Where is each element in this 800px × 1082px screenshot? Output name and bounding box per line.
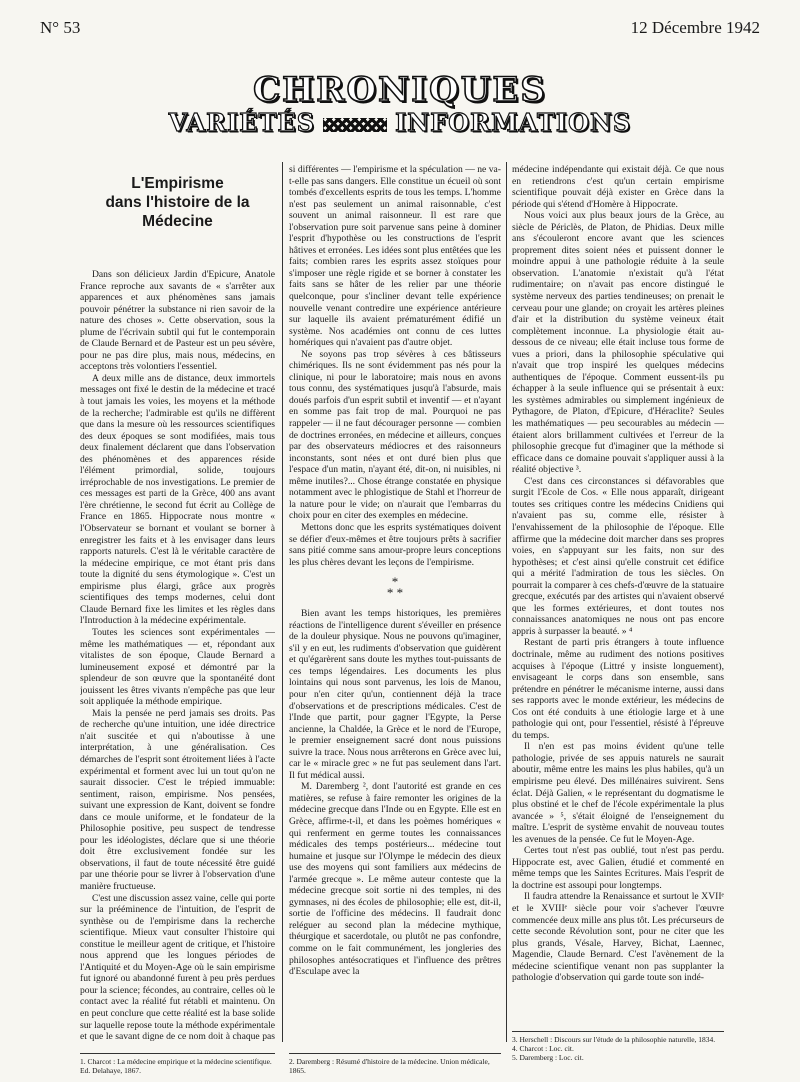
column-1 xyxy=(80,164,275,1044)
paragraph: Il n'en est pas moins évident qu'une telle pathologie, privée de ses appuis naturels ne saurait aboutir, même entre les mains les plus habiles, qu'à un empirisme peu élevé. Des millénaires suivirent. Sens éclat. Déjà Galien, « le représentant du dogmatisme le plus obstiné et le chef de l'école expérimentale la plus avancée » ⁵, s'était éloigné de l'enseignement du maître. L'esprit de système envahit de nouveau toutes les avenues de la pensée. Ce fut le Moyen-Age. xyxy=(512,741,724,845)
paragraph: Restant de parti pris étrangers à toute influence doctrinale, même au rudiment des notions positives acquises à l'époque (Littré y insiste longuement), envisageant le corps dans son ensemble, sans prétendre en pénétrer le mécanisme interne, aussi dans ses rapports avec le monde extérieur, les médecins de Cos ont été conduits à une étiologie large et à une pathologie qui ont, pour l'essentiel, résisté à l'épreuve du temps. xyxy=(512,637,724,741)
page-header xyxy=(40,18,760,42)
banner-varietes: VARIÉTÉS xyxy=(168,108,316,137)
footnote xyxy=(80,1053,275,1075)
paragraph: Mais la pensée ne perd jamais ses droits. Pas de recherche qu'une intuition, une idée directrice n'ait suscitée et qui n'aboutisse à une interprétation, à une généralisation. Ces démarches de l'esprit sont étroitement liées à l'acte expérimental et forment avec lui un tout qu'on ne saurait dissocier. C'est le trépied immuable: sentiment, raison, empirisme. Nos pensées, suivant une expression de Kant, doivent se fondre dans ce moule uniforme, et le fondateur de la Philosophie positive, peu suspect de tendresse pour les idéologistes, déclare que si une théorie doit être exclusivement fondée sur les observations, il faut de toute nécessité être guidé par une théorie pour se livrer à l'observation d'une manière fructueuse. xyxy=(80,707,275,892)
paragraph: Mettons donc que les esprits systématiques doivent se défier d'eux-mêmes et être toujours prêts à sacrifier sans pitié comme sans amour-propre leurs conceptions les plus chères devant les leçons de l'empirisme. xyxy=(289,521,501,568)
banner-ornament-icon xyxy=(323,118,387,132)
paragraph: Il faudra attendre la Renaissance et surtout le XVIIᵉ et le XVIIIᵉ siècle pour voir s'achever l'œuvre commencée deux mille ans plus tôt. Les précurseurs de cette seconde Révolution sont, pour ne citer que les plus grands, Vésale, Harvey, Bichat, Laennec, Magendie, Claude Bernard. C'est l'avènement de la médecine scientifique venant non pas supplanter la pathologie d'observation qui garde toute son indé- xyxy=(512,891,724,984)
paragraph: M. Daremberg ², dont l'autorité est grande en ces matières, se refuse à faire remonter les origines de la médecine grecque dans l'Inde ou en Egypte. Elle est en Grèce, affirme-t-il, et dans les poèmes homériques « qui renferment en germe toutes les connaissances médicales des temps postérieurs... médecine tout humaine et jusque sur l'Olympe le médecin des dieux use des moyens qui sont familiers aux médecins de l'armée grecque ». Le même auteur conteste que la médecine grecque soit sortie ni des temples, ni des gymnases, ni des écoles de philosophie; elle est, dit-il, sortie de l'officine des médecins. Il faudrait donc reléguer au second plan la médecine mythique, théurgique et sacerdotale, ou plutôt ne pas confondre, comme on le fait communément, les jongleries des philosophes antésocratiques et l'influence des prêtres d'Esculape avec la xyxy=(289,781,501,978)
column-divider xyxy=(282,162,283,1042)
footnote xyxy=(289,1053,501,1075)
footnote-text: 3. Herschell : Discours sur l'étude de la philosophie naturelle, 1834. xyxy=(512,1035,716,1044)
footnote-text: 1. Charcot : La médecine empirique et la médecine scientifique. Ed. Delahaye, 1867. xyxy=(80,1057,272,1075)
issue-number: N° 53 xyxy=(40,18,81,37)
section-banner-title: CHRONIQUES xyxy=(253,70,547,110)
paragraph: C'est une discussion assez vaine, celle qui porte sur la prééminence de l'intuition, de l'esprit de synthèse ou de l'empirisme dans la recherche scientifique. Mieux vaut consulter l'histoire qui constitue le meilleur agent de critique, et l'histoire nous apprend que les longues périodes de l'Antiquité et du Moyen-Age où le sain empirisme fut ignoré ou abandonné furent à peu près perdues pour la science; fécondes, au contraire, celles où le contact avec la réalité fut rétabli et maintenu. On en peut conclure que cette réalité est la base solide sur laquelle repose toute la méthode expérimentale et que le savant digne de ce nom doit à chaque pas xyxy=(80,892,275,1043)
paragraph: Nous voici aux plus beaux jours de la Grèce, au siècle de Périclès, de Platon, de Phidias. Deux mille ans s'écouleront encore avant que les sciences proprement dites soient nées et puissent donner le moindre appui à une pathologie réduite à la seule observation. L'anatomie n'existait qu'à l'état rudimentaire; on n'avait pas encore distingué le système nerveux des parties tendineuses; on prenait le cerveau pour une glande; on croyait les artères pleines d'air et la distribution du système veineux était complètement inconnue. La physiologie était au-dessous de ce niveau; elle était incluse tous forme de vues a priori, dans la philosophie spéculative qui n'avait que trop inspiré les quelques médecins authentiques de l'époque. Comment eussent-ils pu échapper à la seule influence qui se présentait à eux: les systèmes admirables ou simplement ingénieux de Pythagore, de Platon, d'Epicure, d'Héraclite? Seules les mathématiques — peu secourables au médecin — étaient alors brillamment cultivées et l'erreur de la philosophie grecque fut d'imaginer que la méthode si efficace dans ce domaine pouvait s'appliquer aussi à la réalité objective ³. xyxy=(512,210,724,476)
paragraph: Dans son délicieux Jardin d'Epicure, Anatole France reproche aux savants de « s'arrêter aux apparences et aux phénomènes sans jamais pouvoir pénétrer la substance ni rien savoir de la nature des choses ». Cette observation, sous la plume de l'écrivain subtil qui fut le contemporain de Claude Bernard et de Pasteur est un peu sévère, pour ne pas dire plus, mais nous, médecins, en acceptons très volontiers l'essentiel. xyxy=(80,269,275,373)
paragraph: A deux mille ans de distance, deux immortels messages ont fixé le destin de la médecine et tracé à tout jamais les voies, les moyens et la méthode de la recherche; l'admirable est qu'ils ne diffèrent que dans la mesure où les ressources scientifiques des deux époques se sont modifiées, mais tous deux finalement déclarent que dans l'observation des phénomènes et des apparences réside l'élément primordial, solide, toujours irréprochable de nos investigations. Le premier de ces messages est parti de la Grèce, 400 ans avant l'ère chrétienne, le second fut écrit au Collège de France en 1865. Hippocrate nous montre « l'Observateur se bornant et voulant se borner à enregistrer les faits et à les envisager dans leurs rapports naturels. C'est là le véritable caractère de la médecine empirique, ce mot étant pris dans toute la dignité du sens étymologique ». C'est un empirisme plus élargi, grâce aux progrès scientifiques des temps modernes, celui dont Claude Bernard fixe les limites et les règles dans l'Introduction à la médecine expérimentale. xyxy=(80,372,275,627)
paragraph: Toutes les sciences sont expérimentales — même les mathématiques — et, répondant aux vitalistes de son époque, Claude Bernard a lumineusement exposé et démontré par la splendeur de son œuvre que la spontanéité dont jouissent les êtres vivants n'empêche pas que leur soit appliquée la méthode empirique. xyxy=(80,626,275,708)
footnote-text: 2. Daremberg : Résumé d'histoire de la médecine. Union médicale, 1865. xyxy=(289,1057,490,1075)
paragraph: si différentes — l'empirisme et la spéculation — ne va-t-elle pas sans dangers. Elle constitue un écueil où sont tombés d'excellents esprits de tous les temps. L'homme n'est pas seulement un animal raisonnable, c'est souvent un animal raisonneur. Il est rare que l'observation pure soit parvenue sans peine à dominer l'esprit d'hypothèse ou les constructions de l'esprit hâtives et erronées. Les idées sont plus entêtées que les faits; combien rares les esprits assez stoïques pour s'imposer une règle rigide et se borner à constater les faits sans se hâter de les relier par une théorie quelconque, pour s'incliner devant telle expérience nouvelle venant contredire une expérience antérieure sur laquelle ils avaient prématurément édifié un système. Nos académies ont connu de ces luttes homériques qui n'avaient pas d'autre objet. xyxy=(289,164,501,349)
paragraph: médecine indépendante qui existait déjà. Ce que nous en retiendrons c'est qu'un certain empirisme scientifique pouvait déjà exister en Grèce dans la période qui s'étend d'Homère à Hippocrate. xyxy=(512,164,724,210)
issue-date: 12 Décembre 1942 xyxy=(630,18,760,37)
article-title-line2: dans l'histoire de la Médecine xyxy=(105,194,250,230)
footnotes-list xyxy=(512,1031,724,1062)
paragraph: Bien avant les temps historiques, les premières réactions de l'intelligence durent s'éveiller en présence de la douleur physique. Nous ne pouvons qu'imaginer, s'il y en eut, les rudiments d'observation que guidèrent et qu'égarèrent sans doute les mythes tout-puissants de ces temps légendaires. Les documents les plus lointains qui nous sont parvenus, les lois de Manou, pour n'en citer qu'un, contiennent déjà la trace d'observations et de prescriptions médicales. C'est de l'Inde que partit, pour gagner l'Egypte, la Perse ancienne, la Chaldée, la Grèce et le nord de l'Europe, le premier enseignement sacré dont nous puissions suivre la trace. Nous nous arrêterons en Grèce avec lui, car le « miracle grec » ne fut pas seulement dans l'art. Il fut médical aussi. xyxy=(289,608,501,781)
paragraph: Ne soyons pas trop sévères à ces bâtisseurs chimériques. Ils ne sont évidemment pas nés pour la clinique, ni pour le laboratoire; mais nous en avons tous connu, des systématiques jusqu'à l'absurde, mais doués parfois d'un esprit subtil et inventif — et n'ayant en somme pas fait trop de mal. Pourquoi ne pas rappeler — il ne faut décourager personne — combien de doctrines erronées, en médecine et ailleurs, conçues par des observateurs médiocres et des raisonneurs inconstants, sont nées et ont duré bien plus que l'espace d'un matin, n'ayant été, dit-on, ni nuisibles, ni même inutiles?... Chose étrange constatée en physique notamment avec le phlogistique de Stahl et l'horreur de la nature pour le vide; on n'aurait que l'embarras du choix pour en citer des exemples en médecine. xyxy=(289,348,501,522)
article-title xyxy=(80,174,275,231)
paragraph: C'est dans ces circonstances si défavorables que surgit l'Ecole de Cos. « Elle nous apparaît, dirigeant toutes ses critiques contre les médecins Cnidiens qui n'avaient pas su, comme elle, résister à l'envahissement de la philosophie de l'époque. Elle affirme que la médecine doit marcher dans ses propres voies, en s'appuyant sur les faits, non sur des hypothèses; et c'est ainsi qu'elle construit cet édifice qui a mérité l'admiration de tous les siècles. On pourrait la comparer à ces chefs-d'œuvre de la statuaire grecque, exécutés par des artistes qui n'avaient observé que les formes extérieures, et dont toutes nos connaissances anatomiques ne nous ont pas encore appris à surpasser la beauté. » ⁴ xyxy=(512,475,724,637)
column-3 xyxy=(512,164,724,1044)
column-2 xyxy=(289,164,501,1044)
banner-informations: INFORMATIONS xyxy=(395,108,632,137)
footnote-text: 4. Charcot : Loc. cit. xyxy=(512,1044,574,1053)
section-banner-subtitle xyxy=(0,108,800,137)
article-title-line1: L'Empirisme xyxy=(131,175,224,192)
section-separator-stars: * * * xyxy=(386,574,404,601)
paragraph: Certes tout n'est pas oublié, tout n'est pas perdu. Hippocrate est, avec Galien, étudié et commenté en même temps que les Saintes Ecritures. Mais l'esprit de la doctrine est assoupi pour longtemps. xyxy=(512,845,724,891)
footnote-text: 5. Daremberg : Loc. cit. xyxy=(512,1053,584,1062)
column-divider xyxy=(506,162,507,1042)
